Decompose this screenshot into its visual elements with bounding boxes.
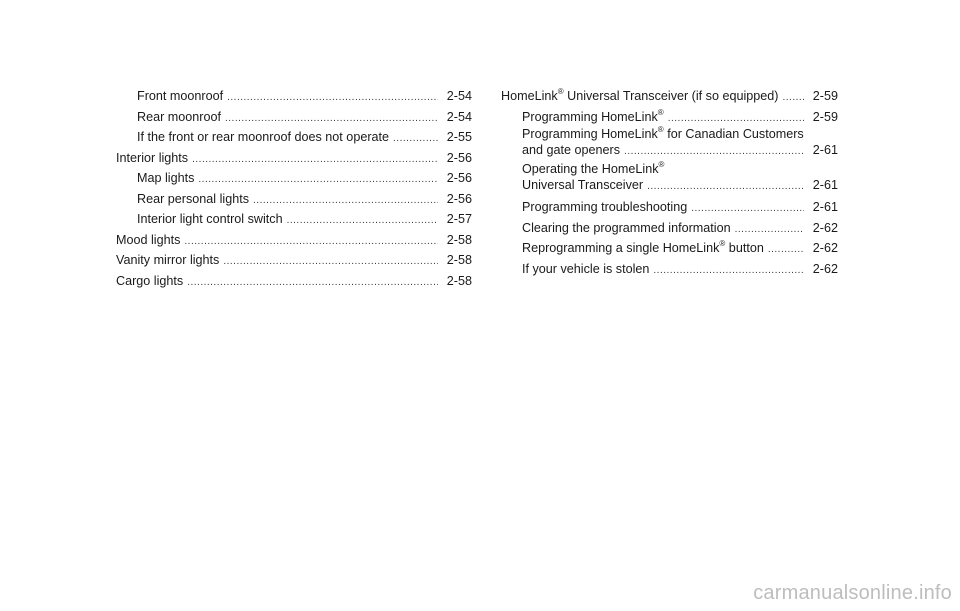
entry-page: 2-54 [446,109,472,124]
title-text: Reprogramming a single HomeLink [522,241,720,255]
entry-title: Mood lights [116,232,181,247]
entry-title: Front moonroof [137,89,224,103]
toc-entry-interior-light-switch[interactable] [116,209,472,230]
entry-title: Programming troubleshooting [522,200,688,214]
dot-leader [624,144,804,160]
watermark: carmanualsonline.info [753,582,952,604]
toc-entry-mood-lights[interactable] [116,230,472,251]
title-text: Operating the HomeLink [522,162,659,176]
entry-page: 2-58 [446,232,472,247]
entry-continuation [522,178,838,195]
toc-entry-homelink-transceiver[interactable] [501,86,838,107]
entry-continuation [522,143,838,160]
toc-entry-rear-moonroof[interactable] [116,107,472,128]
registered-mark: ® [658,160,665,169]
entry-page: 2-61 [812,142,838,157]
toc-entry-vanity-mirror-lights[interactable] [116,250,472,271]
entry-page: 2-57 [446,212,472,226]
dot-leader [287,211,438,232]
title-text: and gate openers [522,142,621,157]
title-text: HomeLink [501,89,558,103]
entry-page: 2-62 [812,261,838,276]
title-text: for Canadian Customers [663,127,804,141]
entry-title [522,238,764,259]
entry-title: Clearing the programmed information [522,220,731,235]
toc-left-column [116,86,472,291]
entry-page: 2-54 [446,89,472,103]
dot-leader [192,150,438,171]
entry-title: Interior light control switch [137,212,283,226]
entry-title: Map lights [137,171,195,185]
toc-right-column [501,86,838,279]
title-text: Universal Transceiver (if so equipped) [563,89,779,103]
toc-entry-operating-homelink[interactable] [501,162,838,197]
entry-page: 2-55 [446,130,472,144]
entry-page: 2-58 [446,273,472,288]
toc-entry-programming-homelink-canada[interactable] [501,127,838,162]
entry-title-line [522,162,838,178]
toc-entry-reprogramming-button[interactable] [501,238,838,259]
entry-page: 2-59 [812,89,838,103]
title-text: Programming HomeLink [522,109,658,124]
toc-entry-vehicle-stolen[interactable] [501,259,838,280]
entry-page: 2-61 [812,177,838,192]
toc-entry-interior-lights[interactable] [116,148,472,169]
title-text: button [725,241,764,255]
dot-leader [783,88,805,109]
entry-page: 2-59 [812,109,838,124]
registered-mark: ® [657,107,664,117]
entry-page: 2-56 [446,191,472,206]
dot-leader [691,199,804,220]
dot-leader [198,170,438,191]
registered-mark: ® [657,125,664,134]
dot-leader [668,109,804,130]
entry-title: Rear personal lights [137,191,250,206]
toc-entry-programming-homelink[interactable] [501,107,838,128]
entry-title: Interior lights [116,150,189,165]
toc-entry-map-lights[interactable] [116,168,472,189]
title-text: Universal Transceiver [522,177,644,192]
dot-leader [253,191,438,212]
toc-entry-clearing-programmed-info[interactable] [501,218,838,239]
toc-entry-front-moonroof[interactable] [116,86,472,107]
entry-title-line [522,127,838,143]
entry-title [501,86,779,107]
entry-page: 2-62 [812,241,838,255]
dot-leader [223,252,438,273]
toc-entry-cargo-lights[interactable] [116,271,472,292]
dot-leader [187,273,438,294]
entry-title: Rear moonroof [137,109,221,124]
title-text: Programming HomeLink [522,127,658,141]
entry-title: Vanity mirror lights [116,253,220,267]
entry-page: 2-56 [446,171,472,185]
dot-leader [184,232,438,253]
entry-title: If the front or rear moonroof does not operate [137,130,390,144]
dot-leader [735,220,804,241]
toc-entry-programming-troubleshooting[interactable] [501,197,838,218]
dot-leader [647,179,804,195]
dot-leader [227,88,438,109]
dot-leader [653,261,804,282]
dot-leader [225,109,438,130]
registered-mark: ® [557,87,564,96]
entry-title: If your vehicle is stolen [522,261,650,276]
toc-entry-rear-personal-lights[interactable] [116,189,472,210]
registered-mark: ® [719,239,726,248]
entry-page: 2-58 [446,253,472,267]
dot-leader [768,240,804,261]
entry-page: 2-56 [446,150,472,165]
entry-page: 2-62 [812,220,838,235]
toc-entry-moonroof-troubleshoot[interactable] [116,127,472,148]
dot-leader [393,129,438,150]
entry-title [522,107,664,128]
entry-title: Cargo lights [116,273,184,288]
entry-page: 2-61 [812,200,838,214]
